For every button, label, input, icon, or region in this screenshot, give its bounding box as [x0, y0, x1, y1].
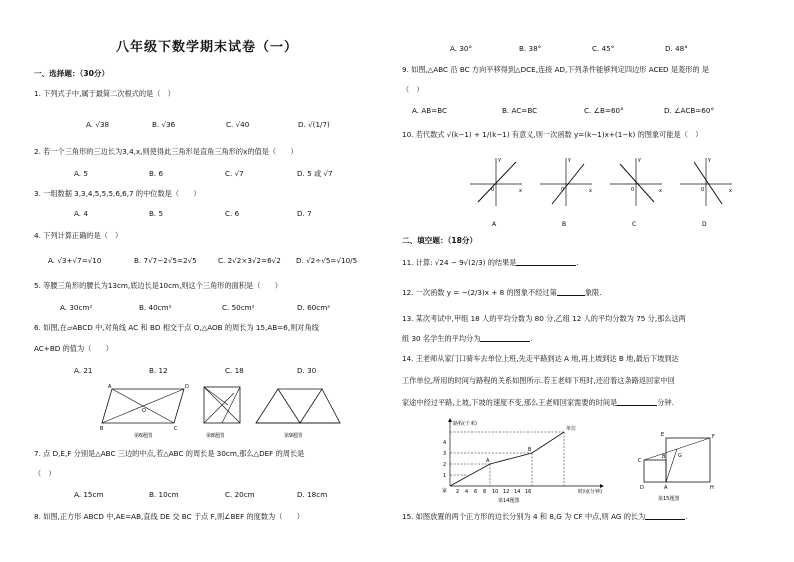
question-8-stem: 8. 如图,正方形 ABCD 中,AE=AB,直线 DE 交 BC 于点 F,则∠BEF 的度数为（ ） — [34, 512, 304, 521]
q1-option-b: B. √36 — [152, 120, 176, 129]
graph14-ytick-3: 3 — [443, 451, 447, 457]
svg-text:y: y — [638, 157, 641, 163]
q10-label-b: B — [562, 221, 567, 228]
figure-8-square — [198, 381, 246, 439]
question-4-stem: 4. 下列计算正确的是（ ） — [34, 231, 123, 240]
question-13-stem-line1: 13. 某次考试中,甲组 18 人的平均分数为 80 分,乙组 12 人的平均分数为 75 分,那么这两 — [402, 314, 686, 323]
q9-option-b: B. AC=BC — [502, 106, 538, 115]
fig15-label-g: G — [678, 453, 682, 459]
fig6-label-b: B — [100, 426, 104, 432]
q8-option-b: B. 38° — [519, 44, 542, 53]
svg-text:0: 0 — [491, 187, 495, 193]
q8-option-a: A. 30° — [450, 44, 473, 53]
fig6-label-c: C — [174, 426, 178, 432]
q10-graph-c — [610, 157, 662, 228]
svg-text:0: 0 — [631, 187, 635, 193]
svg-text:0: 0 — [561, 187, 565, 193]
q4-option-a: A. √3+√7=√10 — [48, 256, 102, 265]
q13-text-2: 组 30 名学生的平均分为 — [402, 334, 481, 343]
q3-option-d: D. 7 — [297, 209, 312, 218]
q2-option-d: D. 5 或 √7 — [297, 169, 333, 178]
q7-option-d: D. 18cm — [297, 490, 328, 499]
q10-label-c: C — [632, 221, 637, 228]
question-3-stem: 3. 一组数据 3,3,4,5,5,5,6,6,7 的中位数是（ ） — [34, 189, 201, 198]
q5-option-c: C. 50cm² — [222, 303, 255, 312]
figure-15-caption: 第15题图 — [658, 496, 680, 502]
question-5-stem: 5. 等腰三角形的腰长为13cm,底边长是10cm,则这个三角形的面积是（ ） — [34, 281, 282, 290]
q3-option-c: C. 6 — [225, 209, 240, 218]
q2-option-c: C. √7 — [225, 169, 244, 178]
fig15-label-d: D — [640, 485, 644, 491]
q4-option-d: D. √2÷√5=√10/5 — [296, 256, 358, 265]
q10-label-a: A — [492, 221, 497, 228]
q1-option-a: A. √38 — [86, 120, 110, 129]
fig6-label-o: O — [142, 408, 146, 414]
svg-text:y: y — [568, 157, 571, 163]
section-fill-title: 二、填空题：（18分） — [402, 236, 478, 245]
figure-9-triangles — [252, 381, 342, 439]
svg-text:0: 0 — [701, 187, 705, 193]
question-7-stem-line1: 7. 点 D,E,F 分别是△ABC 三边的中点,若△ABC 的周长是 30cm,那么△DEF 的周长是 — [34, 449, 305, 458]
graph14-xtick-12: 12 — [503, 489, 510, 495]
graph14-ytick-1: 1 — [443, 473, 447, 479]
q5-option-d: D. 60cm² — [297, 303, 331, 312]
q6-option-d: D. 30 — [297, 366, 317, 375]
figure-15-squares — [636, 426, 726, 506]
q1-option-d: D. √(1/7) — [298, 120, 330, 129]
q10-graphs — [470, 152, 760, 232]
q7-option-b: B. 10cm — [149, 490, 179, 499]
fig15-label-e: E — [661, 432, 665, 438]
svg-text:x: x — [729, 188, 732, 194]
svg-text:x: x — [659, 188, 662, 194]
q1-option-c: C. √40 — [226, 120, 250, 129]
question-15-stem: 15. 如图放置的两个正方形的边长分别为 4 和 8,G 为 CF 中点,则 AG 的长为 . — [402, 512, 688, 521]
q6-option-a: A. 21 — [74, 366, 93, 375]
question-14-stem-line3 — [402, 398, 674, 407]
q15-answer-blank[interactable] — [645, 512, 685, 520]
q4-option-b: B. 7√7−2√5=2√5 — [134, 256, 197, 265]
question-13-stem-line2: 组 30 名学生的平均分为 . — [402, 334, 533, 343]
graph14-xtick-10: 10 — [492, 489, 499, 495]
q2-option-b: B. 6 — [149, 169, 164, 178]
graph14-xlabel: 时间(分钟) — [578, 489, 602, 495]
graph14-xtick-8: 8 — [483, 489, 487, 495]
q12-answer-blank[interactable] — [557, 288, 585, 296]
graph14-xtick-2: 2 — [456, 489, 460, 495]
q4-option-c: C. 2√2×3√2=6√2 — [218, 256, 281, 265]
figure-8-caption: 第8题图 — [206, 433, 225, 439]
q10-graph-d — [680, 157, 732, 228]
figure-9-caption: 第9题图 — [284, 433, 303, 439]
q15-text: 15. 如图放置的两个正方形的边长分别为 4 和 8,G 为 CF 中点,则 AG 的长为 — [402, 512, 646, 521]
q9-option-a: A. AB=BC — [412, 106, 448, 115]
q13-answer-blank[interactable] — [480, 334, 530, 342]
graph14-xtick-14: 14 — [514, 489, 521, 495]
fig6-label-d: D — [185, 384, 189, 390]
question-14-stem-line2: 工作单位,所用的时间与路程的关系如图所示.若王老师下班时,还沿着这条路返回家中回 — [402, 376, 675, 385]
question-11-stem: 11. 计算: √24 − 9√(2/3) 的结果是 . — [402, 258, 579, 267]
fig15-label-c: C — [638, 458, 642, 464]
graph14-ylabel: 路程(千米) — [453, 421, 477, 427]
q9-option-d: D. ∠ACB=60° — [664, 106, 715, 115]
fig6-label-a: A — [108, 384, 112, 390]
fig15-label-a: A — [664, 485, 668, 491]
q9-option-c: C. ∠B=60° — [584, 106, 624, 115]
question-9-stem-line1: 9. 如图,△ABC 沿 BC 方向平移得到△DCE,连接 AD,下列条件能够判定四边形 ACED 是菱形的 是 — [402, 65, 710, 74]
q10-graph-b — [540, 157, 592, 228]
figure-14-caption: 第14题图 — [498, 498, 520, 504]
question-12-stem — [402, 288, 601, 297]
fig15-label-f: F — [712, 434, 715, 440]
section-choice-title: 一、选择题：（30分） — [34, 69, 110, 78]
graph14-xtick-4: 4 — [465, 489, 469, 495]
figure-6-caption: 第6题图 — [134, 433, 153, 439]
q3-option-b: B. 5 — [149, 209, 164, 218]
graph14-origin: 家 — [442, 488, 448, 494]
question-9-stem-line2: （ ） — [402, 85, 424, 94]
q10-label-d: D — [702, 221, 707, 228]
q11-text: 11. 计算: √24 − 9√(2/3) 的结果是 — [402, 258, 517, 267]
q14-text-3: 家途中经过平路,上坡,下坡的速度不变,那么王老师回家需要的时间是 — [402, 398, 618, 407]
question-6-stem-line2: AC+BD 的值为（ ） — [34, 344, 113, 353]
question-2-stem: 2. 若一个三角形的三边长为3,4,x,则使得此三角形是直角三角形的x的值是（ ） — [34, 147, 298, 156]
fig15-label-h: H — [710, 485, 714, 491]
graph14-xtick-16: 16 — [525, 489, 532, 495]
q2-option-a: A. 5 — [74, 169, 88, 178]
graph14-ytick-2: 2 — [443, 462, 447, 468]
q8-option-c: C. 45° — [592, 44, 615, 53]
q8-option-d: D. 48° — [665, 44, 688, 53]
question-1-stem: 1. 下列式子中,属于最简二次根式的是（ ） — [34, 89, 175, 98]
graph14-point-b: B — [528, 447, 532, 453]
q5-option-b: B. 40cm² — [139, 303, 172, 312]
q5-option-a: A. 30cm² — [60, 303, 93, 312]
question-14-stem-line1: 14. 王老师从家门口骑车去单位上班,先走平路到达 A 地,再上坡到达 B 地,最后下坡到达 — [402, 354, 679, 363]
question-7-stem-line2: （ ） — [34, 469, 56, 478]
svg-text:x: x — [589, 188, 592, 194]
left-column — [34, 0, 390, 562]
graph14-xtick-6: 6 — [474, 489, 478, 495]
q10-graph-a — [470, 157, 522, 228]
q12-text-1: 12. 一次函数 y = −(2/3)x + 8 的图象不经过第 — [402, 288, 557, 297]
page-title: 八年级下数学期末试卷（一） — [116, 40, 299, 55]
q7-option-c: C. 20cm — [225, 490, 255, 499]
question-10-stem: 10. 若代数式 √(k−1) + 1/(k−1) 有意义,则一次函数 y=(k−1)x+(1−k) 的图象可能是（ ） — [402, 130, 703, 139]
question-6-stem-line1: 6. 如图,在▱ABCD 中,对角线 AC 和 BD 相交于点 O,△AOB 的周长为 15,AB=6,则对角线 — [34, 323, 319, 332]
fig15-label-b: B — [662, 454, 666, 460]
right-column — [402, 0, 764, 562]
graph14-point-a: A — [486, 458, 490, 464]
figure-6-parallelogram — [100, 381, 190, 439]
q6-option-b: B. 12 — [149, 366, 168, 375]
q14-answer-blank[interactable] — [617, 398, 657, 406]
graph14-end-label: 单位 — [566, 426, 577, 432]
q12-text-2: 象限. — [584, 288, 602, 297]
q3-option-a: A. 4 — [74, 209, 88, 218]
q11-answer-blank[interactable] — [516, 258, 576, 266]
figure-14-graph — [428, 416, 628, 504]
q6-option-c: C. 18 — [225, 366, 244, 375]
q14-text-4: 分钟. — [657, 398, 674, 407]
q7-option-a: A. 15cm — [74, 490, 104, 499]
graph14-ytick-4: 4 — [443, 440, 447, 446]
svg-text:x: x — [519, 188, 522, 194]
svg-text:y: y — [708, 157, 711, 163]
svg-text:y: y — [498, 157, 501, 163]
